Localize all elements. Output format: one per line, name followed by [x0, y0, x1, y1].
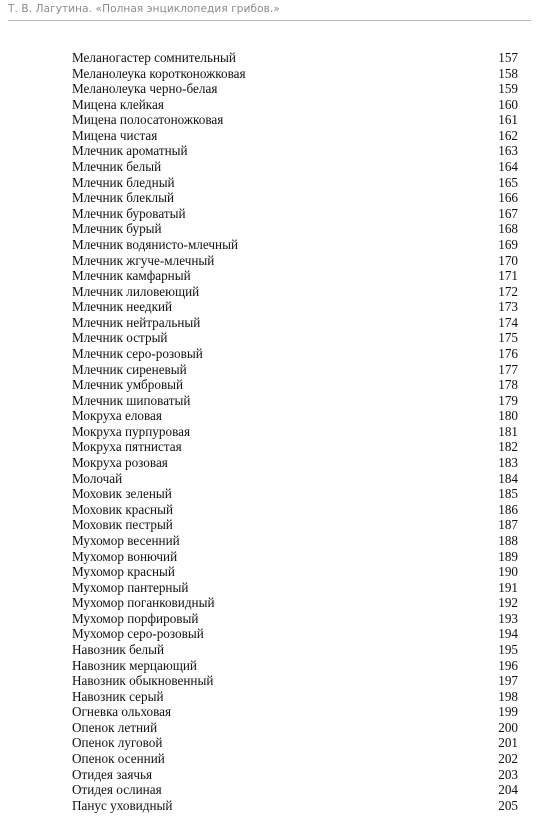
toc-entry-title: Мицена чистая: [72, 127, 158, 143]
toc-entry: [72, 50, 518, 66]
toc-entry: [72, 284, 518, 300]
toc-entry-title: Опенок летний: [72, 719, 158, 735]
toc-entry-title: Мокруха пурпуровая: [72, 423, 191, 439]
toc-entry: [72, 190, 518, 206]
toc-entry: [72, 346, 518, 362]
toc-entry-page: 201: [498, 735, 518, 751]
toc-entry-page: 184: [498, 470, 518, 486]
table-of-contents: [72, 50, 518, 813]
toc-entry: [72, 471, 518, 487]
toc-entry-page: 163: [498, 143, 518, 159]
toc-entry-page: 183: [498, 455, 518, 471]
toc-entry-page: 176: [498, 345, 518, 361]
toc-entry: [72, 175, 518, 191]
toc-entry-page: 202: [498, 751, 518, 767]
toc-entry: [72, 330, 518, 346]
toc-entry-page: 177: [498, 361, 518, 377]
toc-entry: [72, 642, 518, 658]
toc-entry-title: Отидея ослиная: [72, 782, 162, 798]
toc-entry-title: Млечник белый: [72, 159, 162, 175]
toc-entry: [72, 221, 518, 237]
toc-entry-title: Опенок луговой: [72, 735, 163, 751]
toc-entry-title: Млечник неедкий: [72, 299, 173, 315]
toc-entry: [72, 580, 518, 596]
toc-entry-title: Мицена полосатоножковая: [72, 112, 224, 128]
toc-entry-title: Млечник блеклый: [72, 190, 175, 206]
toc-entry: [72, 595, 518, 611]
toc-entry: [72, 393, 518, 409]
toc-entry-page: 161: [498, 112, 518, 128]
toc-entry-page: 187: [498, 517, 518, 533]
toc-entry: [72, 159, 518, 175]
toc-entry-title: Млечник серо-розовый: [72, 345, 203, 361]
toc-entry: [72, 299, 518, 315]
toc-entry-page: 181: [498, 423, 518, 439]
toc-entry: [72, 767, 518, 783]
toc-entry-title: Навозник серый: [72, 688, 164, 704]
toc-entry-page: 205: [498, 797, 518, 813]
toc-entry-page: 203: [498, 766, 518, 782]
toc-entry: [72, 268, 518, 284]
toc-entry-title: Млечник острый: [72, 330, 168, 346]
toc-entry: [72, 143, 518, 159]
toc-entry-title: Молочай: [72, 470, 123, 486]
toc-entry-page: 192: [498, 595, 518, 611]
toc-entry: [72, 206, 518, 222]
running-header: Т. В. Лагутина. «Полная энциклопедия грибов.»: [8, 3, 280, 15]
toc-entry: [72, 66, 518, 82]
toc-entry: [72, 689, 518, 705]
toc-entry-title: Навозник белый: [72, 641, 165, 657]
toc-entry: [72, 735, 518, 751]
toc-entry-page: 173: [498, 299, 518, 315]
toc-entry-page: 190: [498, 564, 518, 580]
toc-entry-page: 191: [498, 579, 518, 595]
toc-entry-page: 171: [498, 268, 518, 284]
toc-entry: [72, 81, 518, 97]
toc-entry-page: 179: [498, 392, 518, 408]
toc-entry-title: Мухомор весенний: [72, 532, 180, 548]
toc-entry-page: 185: [498, 486, 518, 502]
toc-entry-title: Млечник водянисто-млечный: [72, 236, 239, 252]
toc-entry-title: Мухомор красный: [72, 564, 175, 580]
toc-entry-page: 166: [498, 190, 518, 206]
toc-entry-page: 182: [498, 439, 518, 455]
toc-entry-title: Панус уховидный: [72, 797, 173, 813]
toc-entry-title: Отидея заячья: [72, 766, 153, 782]
toc-entry: [72, 112, 518, 128]
toc-entry: [72, 533, 518, 549]
toc-entry-page: 162: [498, 127, 518, 143]
toc-entry-page: 193: [498, 610, 518, 626]
toc-entry-page: 186: [498, 501, 518, 517]
toc-entry: [72, 751, 518, 767]
toc-entry-title: Мухомор поганковидный: [72, 595, 215, 611]
toc-entry-page: 196: [498, 657, 518, 673]
toc-entry: [72, 611, 518, 627]
toc-entry-title: Меланолеука коротконожковая: [72, 65, 246, 81]
toc-entry-page: 170: [498, 252, 518, 268]
toc-entry-title: Млечник лиловеющий: [72, 283, 200, 299]
toc-entry-page: 164: [498, 159, 518, 175]
toc-entry: [72, 253, 518, 269]
toc-entry: [72, 237, 518, 253]
toc-entry: [72, 362, 518, 378]
toc-entry: [72, 408, 518, 424]
toc-entry-page: 168: [498, 221, 518, 237]
toc-entry-title: Мокруха розовая: [72, 455, 168, 471]
toc-entry-title: Млечник умбровый: [72, 377, 184, 393]
toc-entry-page: 158: [498, 65, 518, 81]
toc-entry-page: 198: [498, 688, 518, 704]
toc-entry-page: 172: [498, 283, 518, 299]
header-rule: [8, 20, 531, 21]
toc-entry-title: Мухомор порфировый: [72, 610, 199, 626]
toc-entry: [72, 315, 518, 331]
toc-entry-page: 195: [498, 641, 518, 657]
toc-entry-page: 200: [498, 719, 518, 735]
toc-entry-title: Млечник жгуче-млечный: [72, 252, 215, 268]
toc-entry-page: 174: [498, 314, 518, 330]
toc-entry-title: Моховик красный: [72, 501, 174, 517]
toc-entry-page: 160: [498, 96, 518, 112]
toc-entry-title: Мокруха пятнистая: [72, 439, 182, 455]
toc-entry: [72, 486, 518, 502]
toc-entry-page: 165: [498, 174, 518, 190]
toc-entry: [72, 798, 518, 814]
toc-entry: [72, 564, 518, 580]
toc-entry-title: Млечник буроватый: [72, 205, 186, 221]
toc-entry-title: Млечник бледный: [72, 174, 175, 190]
toc-entry-page: 188: [498, 532, 518, 548]
toc-entry-title: Огневка ольховая: [72, 704, 172, 720]
toc-entry-page: 169: [498, 236, 518, 252]
toc-entry: [72, 97, 518, 113]
toc-entry-title: Навозник обыкновенный: [72, 673, 214, 689]
toc-entry-page: 178: [498, 377, 518, 393]
toc-entry-title: Млечник бурый: [72, 221, 162, 237]
toc-entry: [72, 377, 518, 393]
toc-entry: [72, 549, 518, 565]
toc-entry-title: Навозник мерцающий: [72, 657, 197, 673]
toc-entry-title: Млечник сиреневый: [72, 361, 187, 377]
toc-entry-title: Меланогастер сомнительный: [72, 50, 236, 65]
toc-entry-page: 199: [498, 704, 518, 720]
toc-entry: [72, 720, 518, 736]
toc-entry: [72, 626, 518, 642]
toc-entry: [72, 502, 518, 518]
toc-entry-title: Опенок осенний: [72, 751, 165, 767]
toc-entry-title: Меланолеука черно-белая: [72, 81, 218, 97]
toc-entry-page: 189: [498, 548, 518, 564]
toc-entry-title: Млечник шиповатый: [72, 392, 191, 408]
toc-entry-page: 175: [498, 330, 518, 346]
toc-entry: [72, 704, 518, 720]
toc-entry-title: Мухомор вонючий: [72, 548, 178, 564]
toc-entry-title: Мухомор пантерный: [72, 579, 189, 595]
toc-entry-page: 159: [498, 81, 518, 97]
toc-entry: [72, 658, 518, 674]
toc-entry: [72, 673, 518, 689]
toc-entry-title: Мицена клейкая: [72, 96, 164, 112]
toc-entry-page: 194: [498, 626, 518, 642]
toc-entry: [72, 517, 518, 533]
toc-entry-title: Млечник нейтральный: [72, 314, 201, 330]
toc-entry-title: Млечник камфарный: [72, 268, 191, 284]
toc-entry: [72, 128, 518, 144]
toc-entry: [72, 455, 518, 471]
toc-entry-page: 180: [498, 408, 518, 424]
toc-entry: [72, 782, 518, 798]
toc-entry-title: Моховик зеленый: [72, 486, 172, 502]
toc-entry-title: Моховик пестрый: [72, 517, 173, 533]
toc-entry-page: 197: [498, 673, 518, 689]
toc-entry-title: Мухомор серо-розовый: [72, 626, 204, 642]
toc-entry-page: 167: [498, 205, 518, 221]
toc-entry-page: 157: [498, 50, 518, 65]
toc-entry: [72, 439, 518, 455]
toc-entry-page: 204: [498, 782, 518, 798]
toc-entry-title: Мокруха еловая: [72, 408, 162, 424]
toc-entry: [72, 424, 518, 440]
toc-entry-title: Млечник ароматный: [72, 143, 188, 159]
